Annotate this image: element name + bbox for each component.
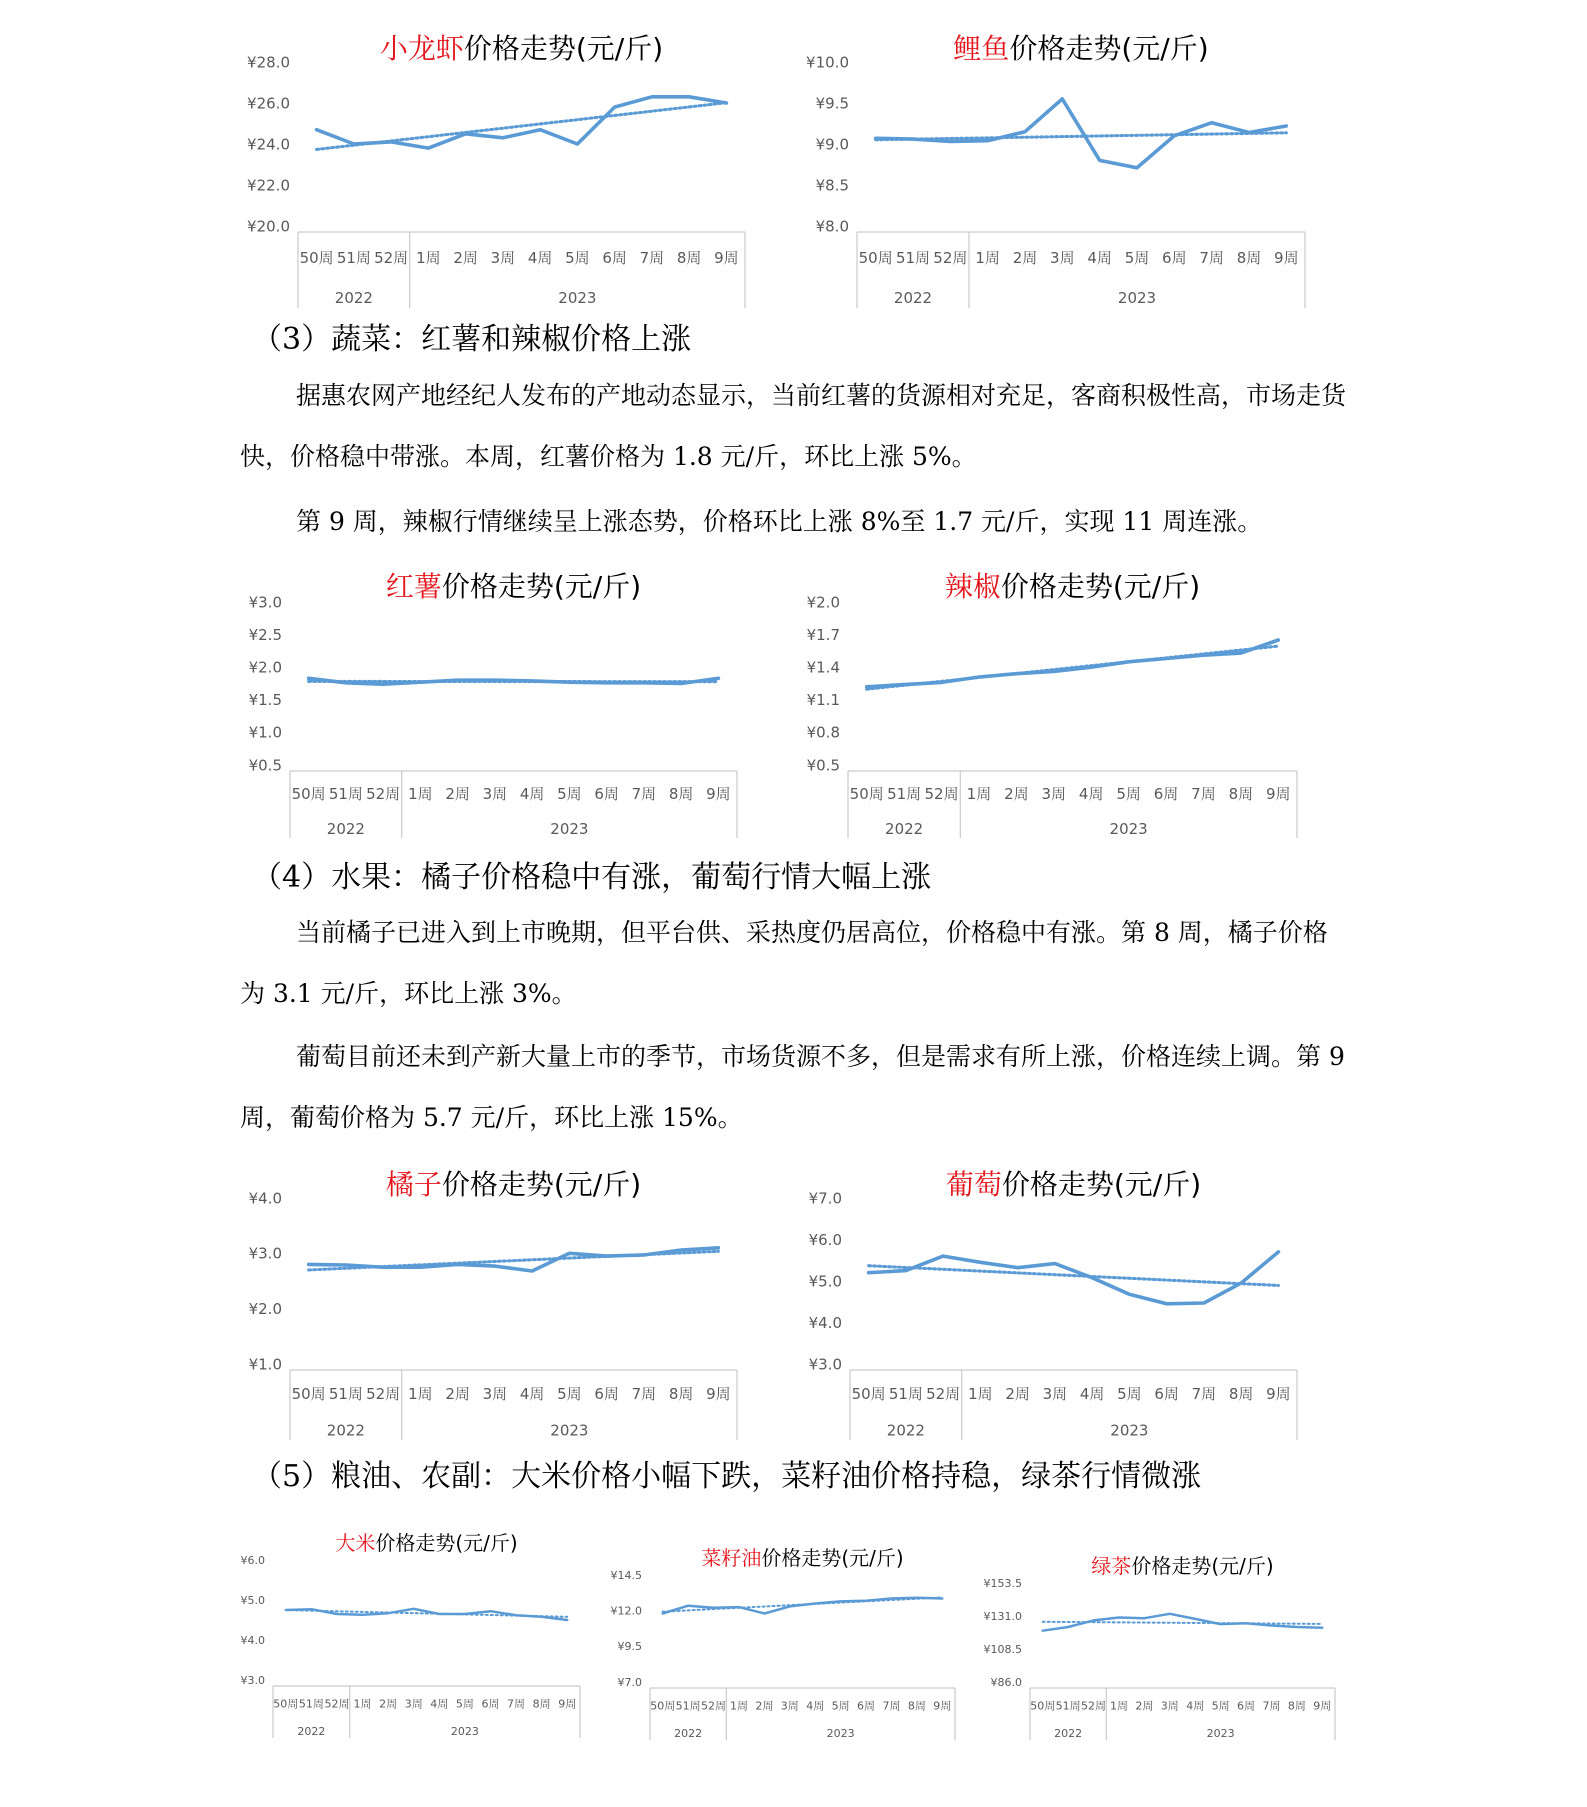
x-tick-label: 51周 [887,785,922,804]
y-tick-label: ¥3.0 [248,593,282,612]
chart-title-highlight: 菜籽油 [701,1546,762,1570]
chart-title-rest: 价格走势(元/斤) [463,32,664,65]
x-tick-label: 2周 [379,1697,398,1711]
x-tick-label: 5周 [565,248,590,267]
x-tick-label: 1周 [966,785,992,804]
x-tick-label: 3周 [1041,785,1067,804]
x-tick-label: 7周 [507,1697,526,1711]
x-group-label: 2022 [1054,1727,1083,1741]
x-group-label: 2023 [1206,1727,1235,1741]
x-group-label: 2023 [450,1725,479,1739]
y-tick-label: ¥9.5 [617,1640,642,1654]
x-tick-label: 4周 [1078,785,1104,804]
y-tick-label: ¥2.0 [248,1299,282,1318]
x-tick-label: 2周 [453,248,478,267]
y-tick-label: ¥5.0 [240,1593,265,1607]
x-tick-label: 51周 [675,1699,701,1713]
chart-title-rest: 价格走势(元/斤) [1001,1168,1202,1201]
x-tick-label: 52周 [366,785,401,804]
x-tick-label: 5周 [1124,248,1150,267]
x-group-label: 2023 [1109,820,1148,839]
x-tick-label: 50周 [291,1385,326,1404]
x-tick-label: 5周 [1211,1699,1230,1713]
x-tick-label: 51周 [336,248,371,267]
x-tick-label: 1周 [729,1699,748,1713]
x-tick-label: 8周 [668,785,694,804]
y-tick-label: ¥9.5 [815,94,849,113]
paragraph-grape: 葡萄目前还未到产新大量上市的季节，市场货源不多，但是需求有所上涨，价格连续上调。第 9 周，葡萄价格为 5.7 元/斤，环比上涨 15%。 [240,1042,1345,1132]
y-tick-label: ¥7.0 [617,1675,642,1689]
y-tick-label: ¥1.0 [248,1355,282,1374]
y-tick-label: ¥1.7 [806,625,840,644]
x-tick-label: 3周 [1042,1385,1068,1404]
x-tick-label: 5周 [455,1697,474,1711]
chart-title [386,1168,641,1201]
x-group-label: 2023 [550,820,589,839]
x-tick-label: 4周 [519,785,545,804]
x-tick-label: 3周 [1050,248,1075,267]
chart-green-tea [980,1520,1340,1742]
x-tick-label: 3周 [780,1699,799,1713]
y-tick-label: ¥5.0 [808,1272,842,1291]
y-tick-label: ¥4.0 [248,1189,282,1208]
x-tick-label: 50周 [849,785,884,804]
x-tick-label: 9周 [714,248,739,267]
chart-orange [240,1166,770,1442]
paragraph-orange: 当前橘子已进入到上市晚期，但平台供、采热度仍居高位，价格稳中有涨。第 8 周，橘子价格为 3.1 元/斤，环比上涨 3%。 [240,918,1328,1008]
chart-title-rest: 价格走势(元/斤) [1009,32,1209,65]
x-tick-label: 8周 [1287,1699,1306,1713]
x-tick-label: 2周 [1135,1699,1154,1713]
y-tick-label: ¥10.0 [806,53,849,72]
chart-title-rest: 价格走势(元/斤) [375,1531,518,1555]
x-group-label: 2022 [326,820,365,839]
x-group-label: 2022 [297,1725,326,1739]
x-tick-label: 3周 [404,1697,423,1711]
chart-title-highlight: 小龙虾 [379,32,464,65]
x-tick-label: 3周 [482,785,508,804]
chart-title [946,1168,1201,1201]
chart-title-rest: 价格走势(元/斤) [761,1546,904,1570]
x-tick-label: 52周 [324,1697,350,1711]
y-tick-label: ¥8.5 [815,176,849,195]
section-heading-grain-oil: （5）粮油、农副：大米价格小幅下跌，菜籽油价格持稳，绿茶行情微涨 [252,1459,1202,1494]
x-tick-label: 7周 [882,1699,901,1713]
series-line [317,97,727,148]
y-tick-label: ¥12.0 [610,1604,642,1618]
x-tick-label: 4周 [1186,1699,1205,1713]
x-tick-label: 51周 [1055,1699,1081,1713]
x-group-label: 2022 [886,1421,925,1440]
x-tick-label: 8周 [668,1385,694,1404]
y-tick-label: ¥3.0 [248,1244,282,1263]
y-tick-label: ¥8.0 [815,217,849,236]
x-tick-label: 9周 [1266,785,1291,804]
x-tick-label: 5周 [557,785,582,804]
x-tick-label: 2周 [445,1385,470,1404]
x-tick-label: 50周 [299,248,334,267]
x-tick-label: 5周 [557,1385,582,1404]
chart-title [953,32,1208,65]
x-tick-label: 50周 [1030,1699,1056,1713]
x-tick-label: 1周 [416,248,441,267]
x-tick-label: 4周 [1087,248,1112,267]
x-tick-label: 52周 [366,1385,401,1404]
x-tick-label: 50周 [858,248,893,267]
x-group-label: 2023 [1117,288,1157,307]
chart-title [701,1546,903,1570]
y-tick-label: ¥0.5 [806,756,840,775]
x-tick-label: 7周 [1191,785,1216,804]
x-tick-label: 52周 [374,248,409,267]
x-group-label: 2022 [893,288,933,307]
x-tick-label: 4周 [519,1385,545,1404]
x-tick-label: 9周 [1266,1385,1291,1404]
chart-rice [230,1520,590,1740]
x-tick-label: 6周 [602,248,627,267]
y-tick-label: ¥1.5 [248,691,282,710]
series-line [867,640,1279,687]
x-tick-label: 2周 [1004,785,1029,804]
x-tick-label: 2周 [1005,1385,1030,1404]
y-tick-label: ¥26.0 [247,94,290,113]
y-tick-label: ¥1.1 [806,691,840,710]
y-tick-label: ¥6.0 [808,1230,842,1249]
y-tick-label: ¥108.5 [983,1642,1022,1656]
x-tick-label: 50周 [851,1385,886,1404]
y-tick-label: ¥9.0 [815,135,849,154]
x-tick-label: 51周 [328,785,363,804]
x-tick-label: 5周 [1116,785,1141,804]
x-tick-label: 1周 [353,1697,372,1711]
x-group-label: 2022 [674,1727,703,1741]
series-line [663,1598,943,1614]
x-tick-label: 4周 [1079,1385,1105,1404]
chart-title-highlight: 葡萄 [945,1168,1002,1201]
x-group-label: 2023 [1110,1421,1149,1440]
x-tick-label: 4周 [430,1697,449,1711]
chart-title [335,1531,517,1555]
x-tick-label: 51周 [888,1385,923,1404]
section-heading-vegetables: （3）蔬菜：红薯和辣椒价格上涨 [252,322,692,357]
x-tick-label: 8周 [676,248,702,267]
x-tick-label: 3周 [490,248,516,267]
y-tick-label: ¥4.0 [808,1313,842,1332]
x-tick-label: 3周 [1160,1699,1179,1713]
y-tick-label: ¥0.8 [806,723,840,742]
x-tick-label: 50周 [291,785,326,804]
x-tick-label: 3周 [482,1385,508,1404]
y-tick-label: ¥14.5 [610,1568,642,1582]
x-tick-label: 8周 [532,1697,551,1711]
x-group-label: 2022 [326,1421,365,1440]
chart-title [945,570,1200,603]
chart-title-rest: 价格走势(元/斤) [441,570,642,603]
x-group-label: 2022 [885,820,924,839]
chart-title-highlight: 大米 [335,1531,376,1555]
x-tick-label: 1周 [975,248,1000,267]
chart-title-highlight: 红薯 [385,570,442,603]
chart-title-rest: 价格走势(元/斤) [1000,570,1201,603]
trendline [869,1266,1279,1286]
x-tick-label: 2周 [445,785,470,804]
x-tick-label: 52周 [701,1699,727,1713]
x-tick-label: 9周 [706,1385,731,1404]
y-tick-label: ¥2.0 [806,593,840,612]
x-tick-label: 1周 [968,1385,993,1404]
x-tick-label: 6周 [594,785,619,804]
x-tick-label: 7周 [1199,248,1224,267]
x-tick-label: 5周 [831,1699,850,1713]
y-tick-label: ¥2.0 [248,658,282,677]
y-tick-label: ¥131.0 [983,1609,1022,1623]
x-tick-label: 52周 [933,248,968,267]
y-tick-label: ¥2.5 [248,625,282,644]
x-tick-label: 52周 [924,785,959,804]
paragraph-sweet-potato: 据惠农网产地经纪人发布的产地动态显示，当前红薯的货源相对充足，客商积极性高，市场走货快，价格稳中带涨。本周，红薯价格为 1.8 元/斤，环比上涨 5%。 [240,381,1347,471]
chart-title [386,570,641,603]
x-tick-label: 51周 [895,248,931,267]
chart-title [380,32,663,65]
x-tick-label: 2周 [1012,248,1038,267]
x-tick-label: 9周 [933,1699,952,1713]
chart-title-highlight: 橘子 [385,1168,442,1201]
x-tick-label: 8周 [907,1699,926,1713]
x-tick-label: 1周 [1109,1699,1128,1713]
x-tick-label: 4周 [806,1699,825,1713]
x-tick-label: 51周 [298,1697,324,1711]
trendline [876,133,1287,140]
y-tick-label: ¥1.4 [806,658,840,677]
y-tick-label: ¥28.0 [247,53,290,72]
x-tick-label: 4周 [527,248,553,267]
x-tick-label: 6周 [1153,785,1179,804]
x-tick-label: 1周 [408,785,433,804]
x-tick-label: 6周 [594,1385,619,1404]
x-group-label: 2023 [826,1727,855,1741]
paragraph-chili: 第 9 周，辣椒行情继续呈上涨态势，价格环比上涨 8%至 1.7 元/斤，实现 11 周连涨。 [296,507,1263,536]
x-tick-label: 9周 [558,1697,577,1711]
x-tick-label: 50周 [273,1697,299,1711]
x-tick-label: 2周 [755,1699,774,1713]
x-tick-label: 1周 [408,1385,433,1404]
chart-title [1091,1554,1273,1578]
x-tick-label: 52周 [1081,1699,1107,1713]
chart-grape [795,1166,1325,1442]
chart-title-highlight: 辣椒 [944,570,1001,603]
x-tick-label: 7周 [1262,1699,1281,1713]
chart-title-highlight: 鲤鱼 [953,32,1010,65]
chart-crayfish [240,30,770,310]
x-tick-label: 9周 [1313,1699,1332,1713]
y-tick-label: ¥6.0 [240,1553,265,1567]
x-tick-label: 9周 [706,785,731,804]
y-tick-label: ¥7.0 [808,1189,842,1208]
x-tick-label: 6周 [857,1699,876,1713]
x-tick-label: 6周 [481,1697,500,1711]
x-tick-label: 8周 [1228,1385,1254,1404]
x-tick-label: 6周 [1154,1385,1179,1404]
chart-carp [795,30,1325,310]
y-tick-label: ¥22.0 [247,176,290,195]
chart-title-rest: 价格走势(元/斤) [441,1168,642,1201]
y-tick-label: ¥153.5 [983,1576,1022,1590]
x-tick-label: 6周 [1237,1699,1256,1713]
x-tick-label: 50周 [650,1699,676,1713]
chart-chili [795,568,1325,840]
x-tick-label: 8周 [1228,785,1254,804]
y-tick-label: ¥0.5 [248,756,282,775]
chart-title-highlight: 绿茶 [1091,1554,1132,1578]
chart-title-rest: 价格走势(元/斤) [1131,1554,1274,1578]
y-tick-label: ¥3.0 [240,1673,265,1687]
series-line [869,1252,1279,1304]
y-tick-label: ¥24.0 [247,135,290,154]
x-tick-label: 8周 [1236,248,1262,267]
x-tick-label: 7周 [631,1385,657,1404]
x-group-label: 2023 [558,288,597,307]
x-group-label: 2022 [334,288,373,307]
x-tick-label: 9周 [1274,248,1299,267]
x-tick-label: 51周 [328,1385,363,1404]
x-tick-label: 6周 [1162,248,1187,267]
section-heading-fruit: （4）水果：橘子价格稳中有涨，葡萄行情大幅上涨 [252,860,932,895]
x-tick-label: 7周 [631,785,657,804]
x-tick-label: 7周 [1191,1385,1217,1404]
y-tick-label: ¥1.0 [248,723,282,742]
x-tick-label: 52周 [926,1385,961,1404]
x-tick-label: 5周 [1117,1385,1142,1404]
y-tick-label: ¥86.0 [990,1675,1022,1689]
x-tick-label: 7周 [639,248,665,267]
chart-rapeseed-oil [605,1520,965,1742]
x-group-label: 2023 [550,1421,589,1440]
chart-sweet-potato [240,568,770,840]
y-tick-label: ¥20.0 [247,217,290,236]
y-tick-label: ¥4.0 [240,1633,265,1647]
y-tick-label: ¥3.0 [808,1355,842,1374]
